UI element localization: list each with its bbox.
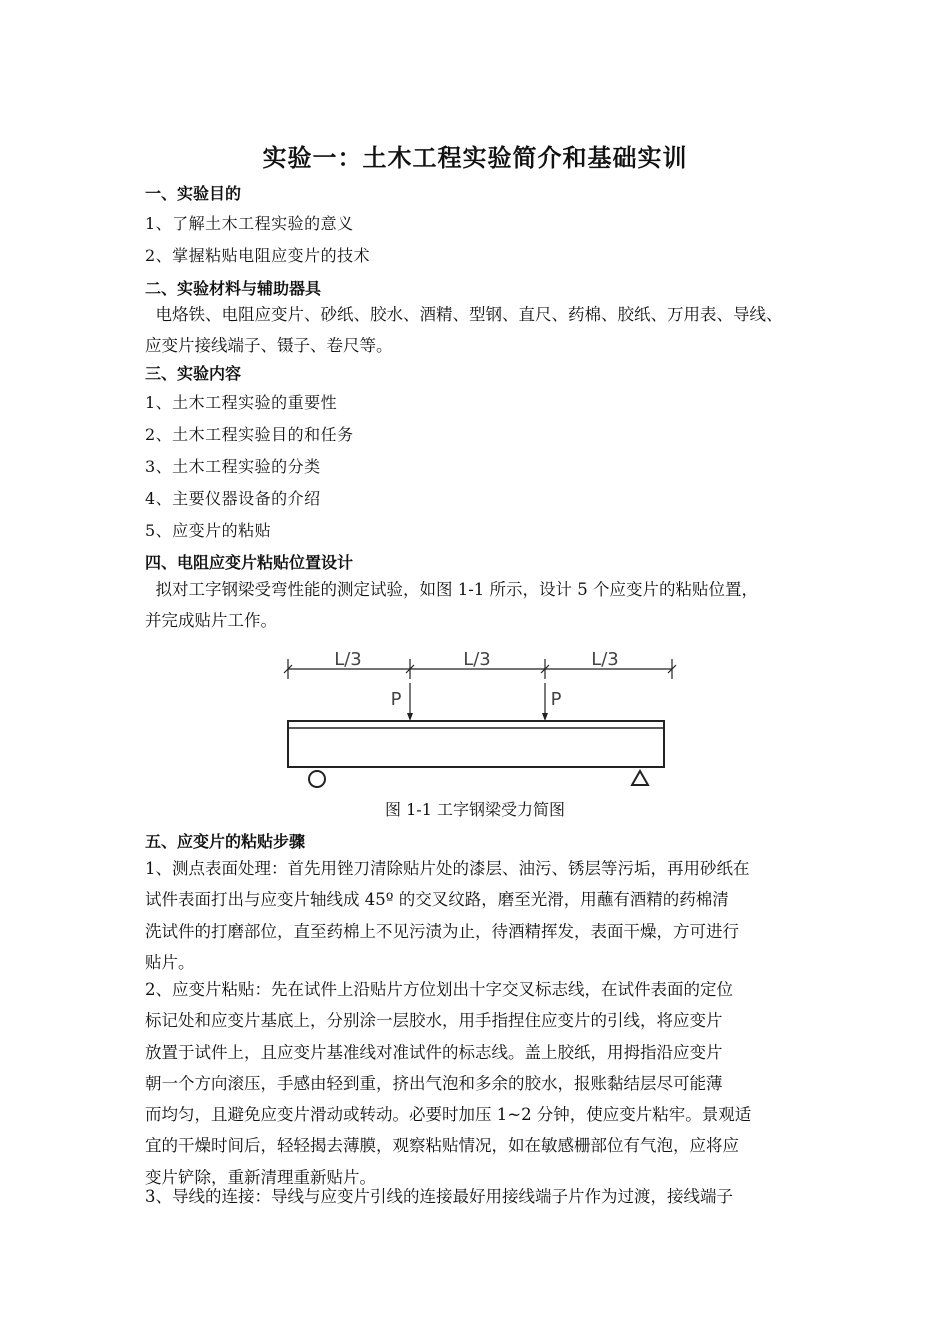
text-line: 而均匀，且避免应变片滑动或转动。必要时加压 1~2 分钟，使应变片粘牢。景观适 — [145, 1105, 752, 1125]
section-heading-design: 四、电阻应变片粘贴位置设计 — [145, 553, 354, 572]
text-line: 1、测点表面处理：首先用锉刀清除贴片处的漆层、油污、锈层等污垢，再用砂纸在 — [145, 859, 750, 878]
text-line: 试件表面打出与应变片轴线成 45º 的交叉纹路，磨至光滑，用蘸有酒精的药棉清 — [145, 890, 729, 910]
section-heading-steps: 五、应变片的粘贴步骤 — [145, 832, 306, 851]
materials-paragraph — [145, 299, 813, 362]
purpose-item: 2、掌握粘贴电阻应变片的技术 — [145, 246, 371, 265]
page-title: 实验一：土木工程实验简介和基础实训 — [262, 144, 688, 172]
design-paragraph — [145, 574, 813, 637]
step-paragraph-3 — [145, 1181, 813, 1212]
purpose-item: 1、了解土木工程实验的意义 — [145, 214, 354, 233]
text-line: 朝一个方向滚压，手感由轻到重，挤出气泡和多余的胶水，报账黏结层尽可能薄 — [145, 1073, 723, 1093]
step-paragraph-2 — [145, 974, 813, 1193]
load-label: P — [390, 689, 402, 710]
text-line: 宜的干燥时间后，轻轻揭去薄膜，观察粘贴情况，如在敏感栅部位有气泡，应将应 — [145, 1136, 739, 1156]
text-line: 标记处和应变片基底上，分别涂一层胶水，用手指捏住应变片的引线，将应变片 — [145, 1011, 723, 1031]
span-label: L/3 — [463, 649, 491, 670]
content-item: 3、土木工程实验的分类 — [145, 457, 321, 476]
step-paragraph-1 — [145, 853, 813, 978]
text-line: 贴片。 — [145, 952, 195, 972]
content-item: 5、应变片的粘贴 — [145, 521, 272, 540]
load-label: P — [550, 689, 562, 710]
text-line: 拟对工字钢梁受弯性能的测定试验，如图 1-1 所示，设计 5 个应变片的粘贴位置， — [145, 580, 759, 599]
text-line: 应变片接线端子、镊子、卷尺等。 — [145, 336, 393, 356]
content-item: 1、土木工程实验的重要性 — [145, 393, 338, 412]
beam-diagram — [280, 643, 680, 793]
span-label: L/3 — [334, 649, 362, 670]
span-label: L/3 — [591, 649, 619, 670]
section-heading-content: 三、实验内容 — [145, 364, 242, 383]
content-item: 2、土木工程实验目的和任务 — [145, 425, 354, 444]
load-arrow-head — [542, 713, 548, 721]
section-heading-materials: 二、实验材料与辅助器具 — [145, 279, 322, 298]
text-line: 放置于试件上，且应变片基准线对准试件的标志线。盖上胶纸，用拇指沿应变片 — [145, 1042, 723, 1062]
text-line: 3、导线的连接：导线与应变片引线的连接最好用接线端子片作为过渡，接线端子 — [145, 1187, 733, 1206]
figure-caption: 图 1-1 工字钢梁受力简图 — [385, 800, 565, 819]
section-heading-purpose: 一、实验目的 — [145, 184, 242, 203]
text-line: 电烙铁、电阻应变片、砂纸、胶水、酒精、型钢、直尺、药棉、胶纸、万用表、导线、 — [145, 305, 783, 324]
text-line: 洗试件的打磨部位，直至药棉上不见污渍为止，待酒精挥发，表面干燥，方可进行 — [145, 921, 739, 941]
content-item: 4、主要仪器设备的介绍 — [145, 489, 321, 508]
text-line: 2、应变片粘贴：先在试件上沿贴片方位划出十字交叉标志线，在试件表面的定位 — [145, 980, 733, 999]
text-line: 变片铲除，重新清理重新贴片。 — [145, 1167, 376, 1187]
text-line: 并完成贴片工作。 — [145, 611, 277, 631]
load-arrow-head — [407, 713, 413, 721]
